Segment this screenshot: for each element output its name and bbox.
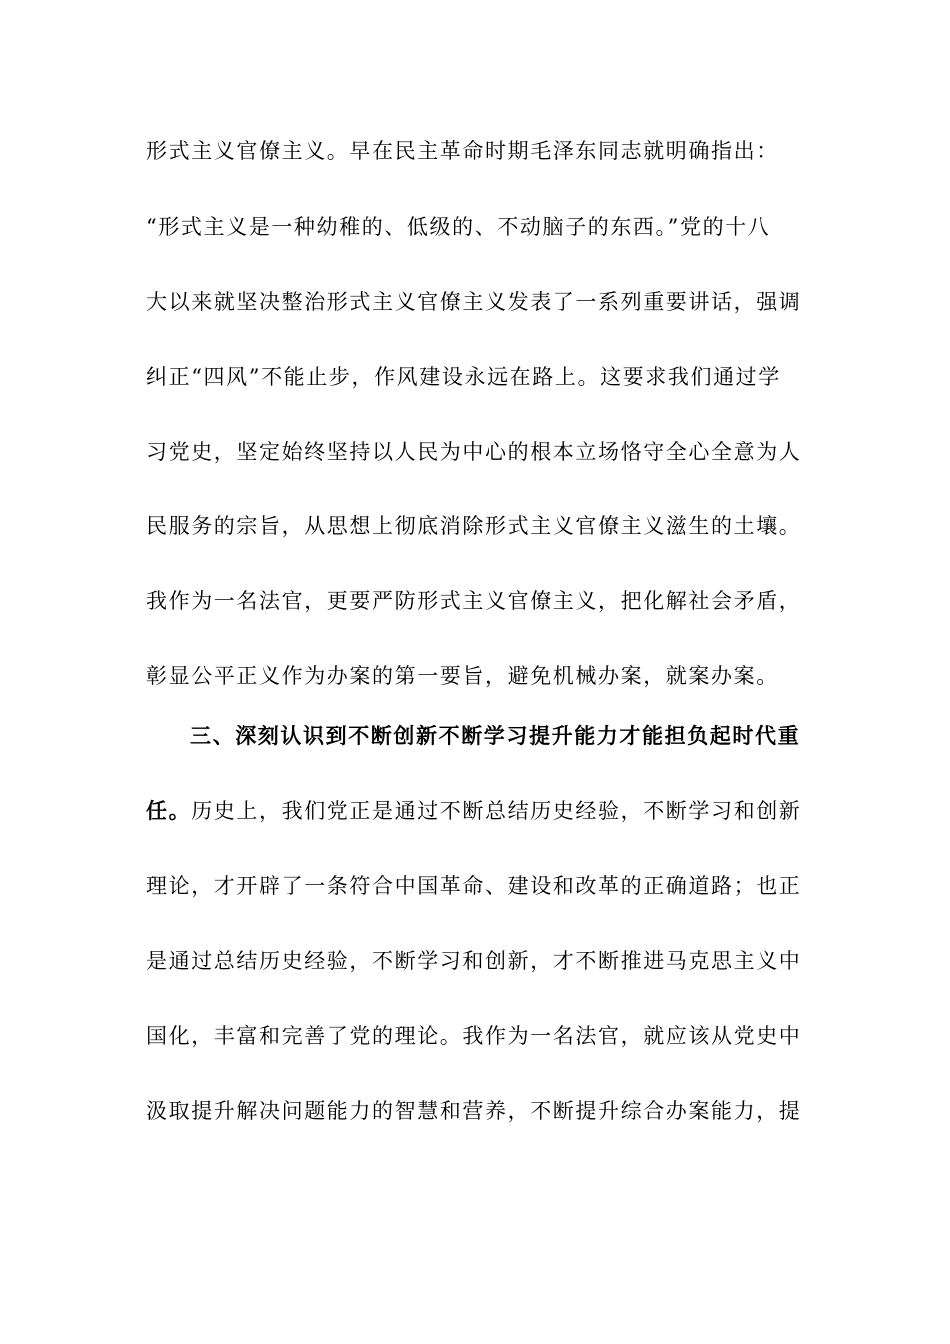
section-3-line-1 xyxy=(146,797,802,825)
section-3-heading-end: 任。 xyxy=(146,798,192,823)
section-3-body-start: 历史上，我们党正是通过不断总结历史经验，不断学习和创新 xyxy=(191,799,802,823)
section-3-line-2: 理论，才开辟了一条符合中国革命、建设和改革的正确道路；也正 xyxy=(146,874,802,898)
section-3-line-3: 是通过总结历史经验，不断学习和创新，才不断推进马克思主义中 xyxy=(146,949,802,973)
section-3-line-5: 汲取提升解决问题能力的智慧和营养，不断提升综合办案能力，提 xyxy=(146,1099,802,1123)
text-line-6: 民服务的宗旨，从思想上彻底消除形式主义官僚主义滋生的土壤。 xyxy=(146,514,802,538)
text-line-1: 形式主义官僚主义。早在民主革命时期毛泽东同志就明确指出： xyxy=(146,139,779,163)
section-3-line-4: 国化，丰富和完善了党的理论。我作为一名法官，就应该从党史中 xyxy=(146,1024,802,1048)
text-line-7: 我作为一名法官，更要严防形式主义官僚主义，把化解社会矛盾， xyxy=(146,589,802,613)
text-line-4: 纠正“四风”不能止步，作风建设永远在路上。这要求我们通过学 xyxy=(146,365,781,389)
text-line-8: 彰显公平正义作为办案的第一要旨，避免机械办案，就案办案。 xyxy=(146,664,779,688)
text-line-5: 习党史，坚定始终坚持以人民为中心的根本立场恪守全心全意为人 xyxy=(146,440,802,464)
section-3-heading: 三、深刻认识到不断创新不断学习提升能力才能担负起时代重 xyxy=(190,723,801,748)
text-line-2: “形式主义是一种幼稚的、低级的、不动脑子的东西。”党的十八 xyxy=(146,215,771,239)
text-line-3: 大以来就坚决整治形式主义官僚主义发表了一系列重要讲话，强调 xyxy=(146,290,802,314)
